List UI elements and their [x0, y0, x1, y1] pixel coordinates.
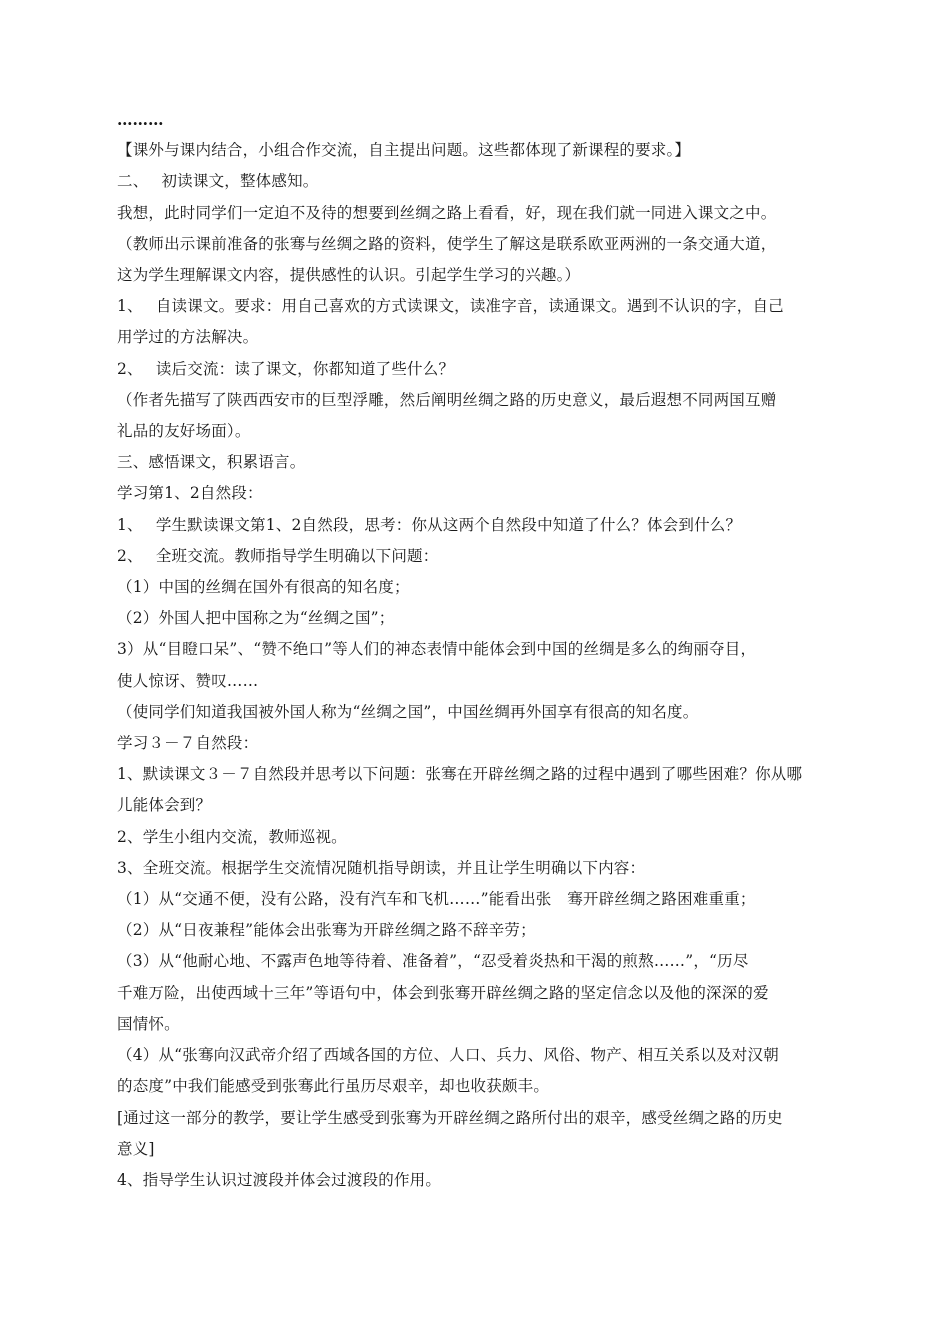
text-line: （1）从“交通不便，没有公路，没有汽车和飞机……”能看出张 骞开辟丝绸之路困难重重； — [117, 890, 756, 909]
text-line: （4）从“张骞向汉武帝介绍了西域各国的方位、人口、兵力、风俗、物产、相互关系以及对汉朝 — [117, 1046, 779, 1065]
section-heading: 三、感悟课文，积累语言。 — [117, 453, 306, 472]
text-line: 礼品的友好场面）。 — [117, 422, 251, 441]
text-line: 3、全班交流。根据学生交流情况随机指导朗读，并且让学生明确以下内容： — [117, 858, 646, 877]
text-line: （2）外国人把中国称之为“丝绸之国”； — [117, 609, 395, 628]
text-line: 的态度”中我们能感受到张骞此行虽历尽艰辛，却也收获颇丰。 — [117, 1077, 550, 1096]
text-line: 3）从“目瞪口呆”、“赞不绝口”等人们的神态表情中能体会到中国的丝绸是多么的绚丽夺目， — [117, 640, 757, 659]
text-line: 4、指导学生认识过渡段并体会过渡段的作用。 — [117, 1170, 442, 1189]
text-line: （3）从“他耐心地、不露声色地等待着、准备着”，“忍受着炎热和干渴的煎熬……”，“历尽 — [117, 952, 749, 971]
text-line: 2、 读后交流：读了课文，你都知道了些什么？ — [117, 359, 455, 378]
text-line: 使人惊讶、赞叹…… — [117, 671, 259, 690]
text-line: 1、 学生默读课文第1、2自然段，思考：你从这两个自然段中知道了什么？体会到什么？ — [117, 515, 742, 534]
text-line: 意义] — [117, 1139, 155, 1158]
text-line: 用学过的方法解决。 — [117, 328, 259, 347]
text-line: 学习第1、2自然段： — [117, 484, 263, 503]
text-line: 儿能体会到？ — [117, 796, 212, 815]
ellipsis-line: ……… — [117, 110, 164, 129]
text-line: 【课外与课内结合，小组合作交流，自主提出问题。这些都体现了新课程的要求。】 — [117, 141, 691, 160]
text-line: （2）从“日夜兼程”能体会出张骞为开辟丝绸之路不辞辛劳； — [117, 921, 536, 940]
text-line: [通过这一部分的教学，要让学生感受到张骞为开辟丝绸之路所付出的艰辛，感受丝绸之路的历史 — [117, 1108, 783, 1127]
text-line: 学习３－７自然段： — [117, 734, 259, 753]
text-line: （作者先描写了陕西西安市的巨型浮雕，然后阐明丝绸之路的历史意义，最后遐想不同两国互赠 — [117, 390, 777, 409]
text-line: 1、默读课文３－７自然段并思考以下问题：张骞在开辟丝绸之路的过程中遇到了哪些困难？你从哪 — [117, 765, 803, 784]
text-line: 国情怀。 — [117, 1014, 180, 1033]
section-heading: 二、 初读课文，整体感知。 — [117, 172, 319, 191]
text-line: 千难万险，出使西域十三年”等语句中，体会到张骞开辟丝绸之路的坚定信念以及他的深深的爱 — [117, 983, 769, 1002]
text-line: （使同学们知道我国被外国人称为“丝绸之国”，中国丝绸再外国享有很高的知名度。 — [117, 702, 699, 721]
text-line: （1）中国的丝绸在国外有很高的知名度； — [117, 578, 410, 597]
text-line: 1、 自读课文。要求：用自己喜欢的方式读课文，读准字音，读通课文。遇到不认识的字，自己 — [117, 297, 784, 316]
text-line: 2、学生小组内交流，教师巡视。 — [117, 827, 347, 846]
document-body — [117, 104, 847, 1196]
text-line: 我想，此时同学们一定迫不及待的想要到丝绸之路上看看，好，现在我们就一同进入课文之中。 — [117, 203, 777, 222]
text-line: （教师出示课前准备的张骞与丝绸之路的资料，使学生了解这是联系欧亚两洲的一条交通大道， — [117, 234, 777, 253]
text-line: 2、 全班交流。教师指导学生明确以下问题： — [117, 546, 439, 565]
text-line: 这为学生理解课文内容，提供感性的认识。引起学生学习的兴趣。） — [117, 266, 581, 285]
